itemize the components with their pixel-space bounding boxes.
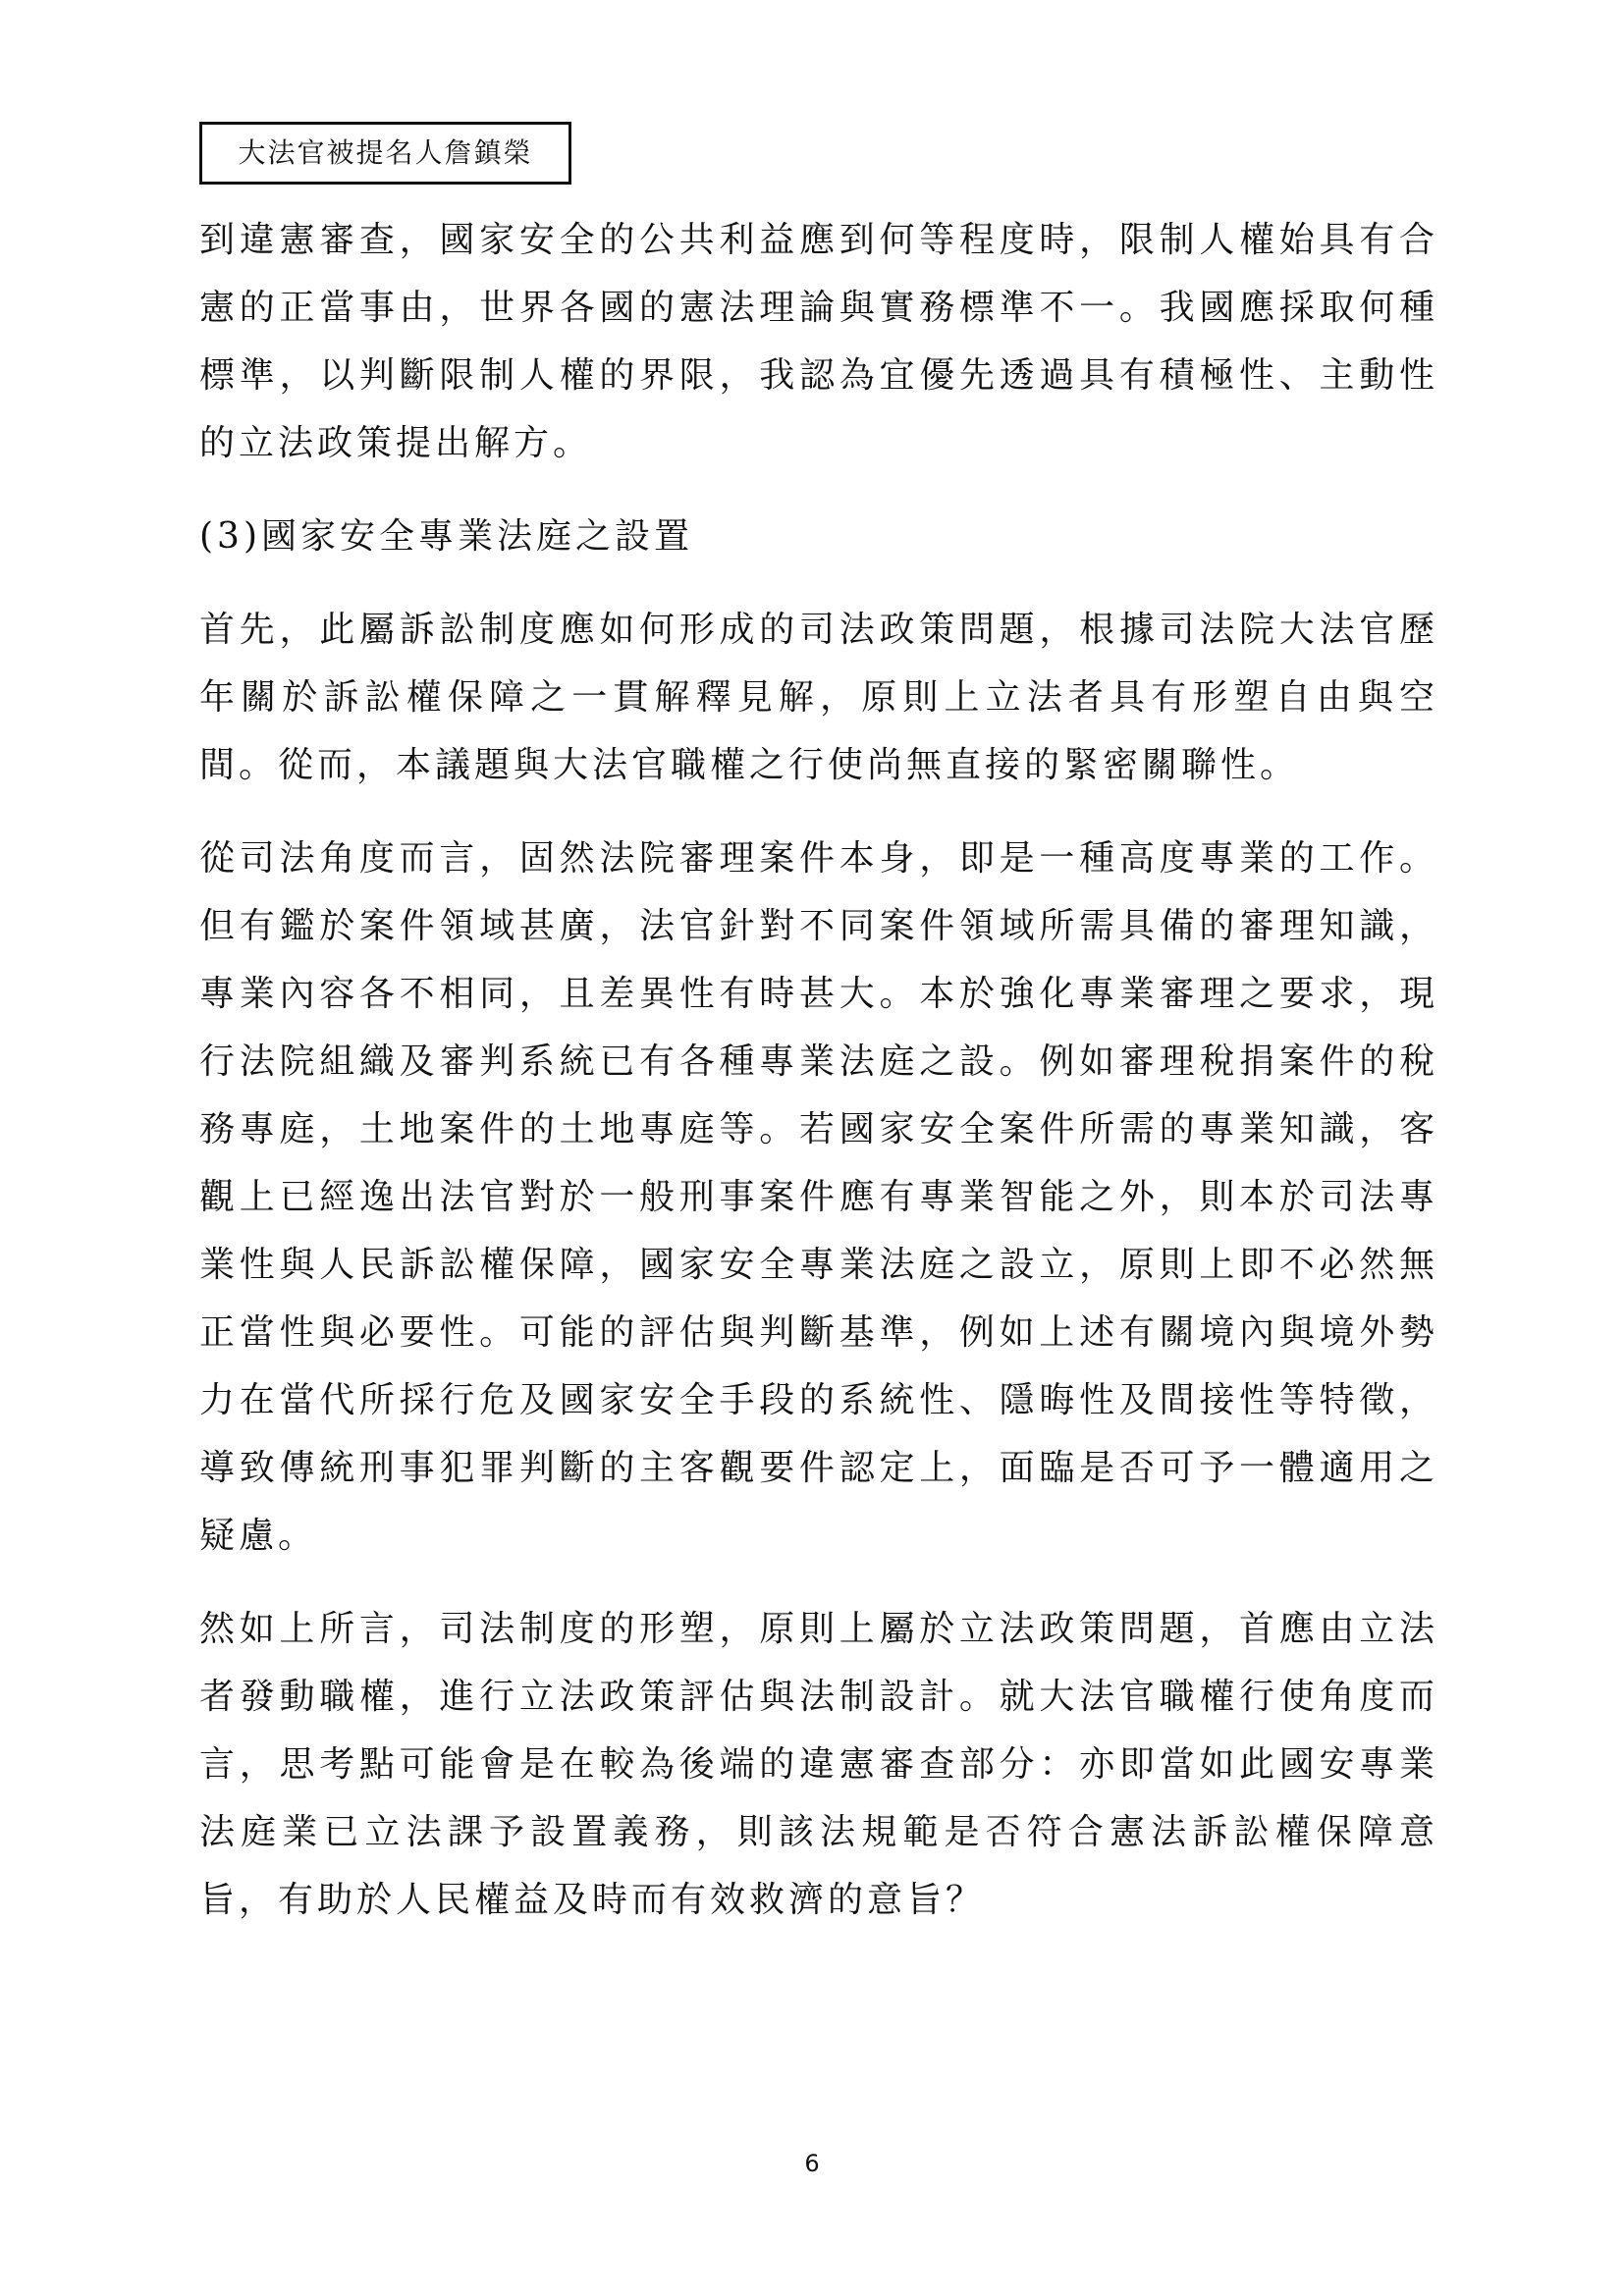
paragraph-4: 然如上所言，司法制度的形塑，原則上屬於立法政策問題，首應由立法者發動職權，進行立法政策評估與法制設計。就大法官職權行使角度而言，思考點可能會是在較為後端的違憲審查部分：亦即當如此國安專業法庭業已立法課予設置義務，則該法規範是否符合憲法訴訟權保障意旨，有助於人民權益及時而有效救濟的意旨？ (199, 1609, 1438, 1920)
section-heading: (3)國家安全專業法庭之設置 (199, 516, 693, 557)
nominee-header-box (199, 122, 571, 185)
paragraph-3: 從司法角度而言，固然法院審理案件本身，即是一種高度專業的工作。但有鑑於案件領域甚廣，法官針對不同案件領域所需具備的審理知識，專業內容各不相同，且差異性有時甚大。本於強化專業審理之要求，現行法院組織及審判系統已有各種專業法庭之設。例如審理稅捐案件的稅務專庭，土地案件的土地專庭等。若國家安全案件所需的專業知識，客觀上已經逸出法官對於一般刑事案件應有專業智能之外，則本於司法專業性與人民訴訟權保障，國家安全專業法庭之設立，原則上即不必然無正當性與必要性。可能的評估與判斷基準，例如上述有關境內與境外勢力在當代所採行危及國家安全手段的系統性、隱晦性及間接性等特徵，導致傳統刑事犯罪判斷的主客觀要件認定上，面臨是否可予一體適用之疑慮。 (199, 838, 1438, 1556)
page-number: 6 (804, 2150, 820, 2177)
paragraph-2: 首先，此屬訴訟制度應如何形成的司法政策問題，根據司法院大法官歷年關於訴訟權保障之一貫解釋見解，原則上立法者具有形塑自由與空間。從而，本議題與大法官職權之行使尚無直接的緊密關聯性。 (199, 610, 1438, 785)
document-body (199, 206, 1438, 1934)
nominee-label: 大法官被提名人詹鎮榮 (238, 136, 533, 169)
paragraph-1: 到違憲審查，國家安全的公共利益應到何等程度時，限制人權始具有合憲的正當事由，世界各國的憲法理論與實務標準不一。我國應採取何種標準，以判斷限制人權的界限，我認為宜優先透過具有積極性、主動性的立法政策提出解方。 (199, 220, 1438, 463)
